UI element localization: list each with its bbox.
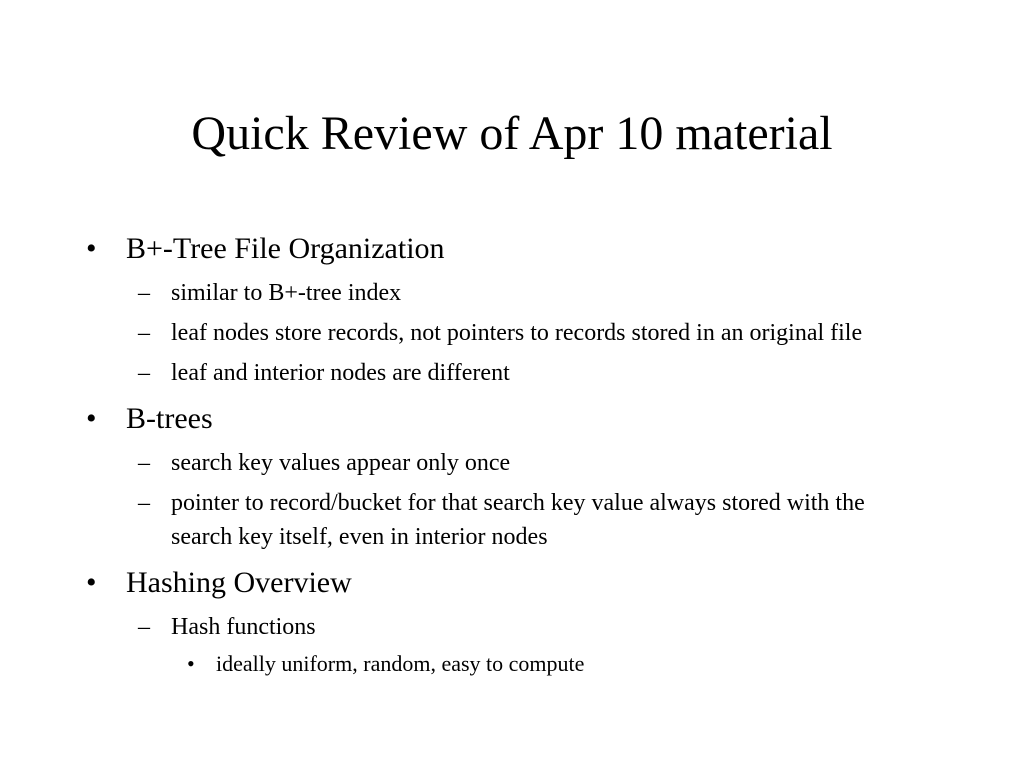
sub-item [0,276,1024,310]
sub-item [0,316,1024,350]
bullet-icon: • [86,232,97,265]
sub-sub-item [0,648,1024,680]
dash-icon: – [138,614,150,640]
bullet-text: B-trees [126,402,213,435]
sub-item [0,446,1024,480]
sub-item [0,610,1024,644]
sub-item-text: Hash functions [171,614,316,640]
sub-item [0,356,1024,390]
bullet-icon: • [86,566,97,599]
sub-item-text: similar to B+-tree index [171,280,402,306]
bullet-icon: • [187,651,195,676]
sub-item-text: leaf and interior nodes are different [171,360,510,386]
sub-item-text: leaf nodes store records, not pointers to records stored in an original file [171,320,863,346]
slide-title: Quick Review of Apr 10 material [191,107,833,160]
dash-icon: – [138,280,150,306]
sub-item [0,486,1024,554]
bullet-text: B+-Tree File Organization [126,232,445,265]
dash-icon: – [138,360,150,386]
sub-item-text: pointer to record/bucket for that search key value always stored with the search key itself, even in interior nodes [171,490,865,550]
bullet-item-bplus-tree-file-organization [0,228,1024,270]
bullet-item-b-trees [0,398,1024,440]
dash-icon: – [138,320,150,346]
bullet-text: Hashing Overview [126,566,352,599]
slide-content [0,228,1024,680]
bullet-item-hashing-overview [0,562,1024,604]
dash-icon: – [138,490,150,516]
sub-sub-item-text: ideally uniform, random, easy to compute [216,651,585,676]
bullet-icon: • [86,402,97,435]
sub-item-text: search key values appear only once [171,450,511,476]
dash-icon: – [138,450,150,476]
